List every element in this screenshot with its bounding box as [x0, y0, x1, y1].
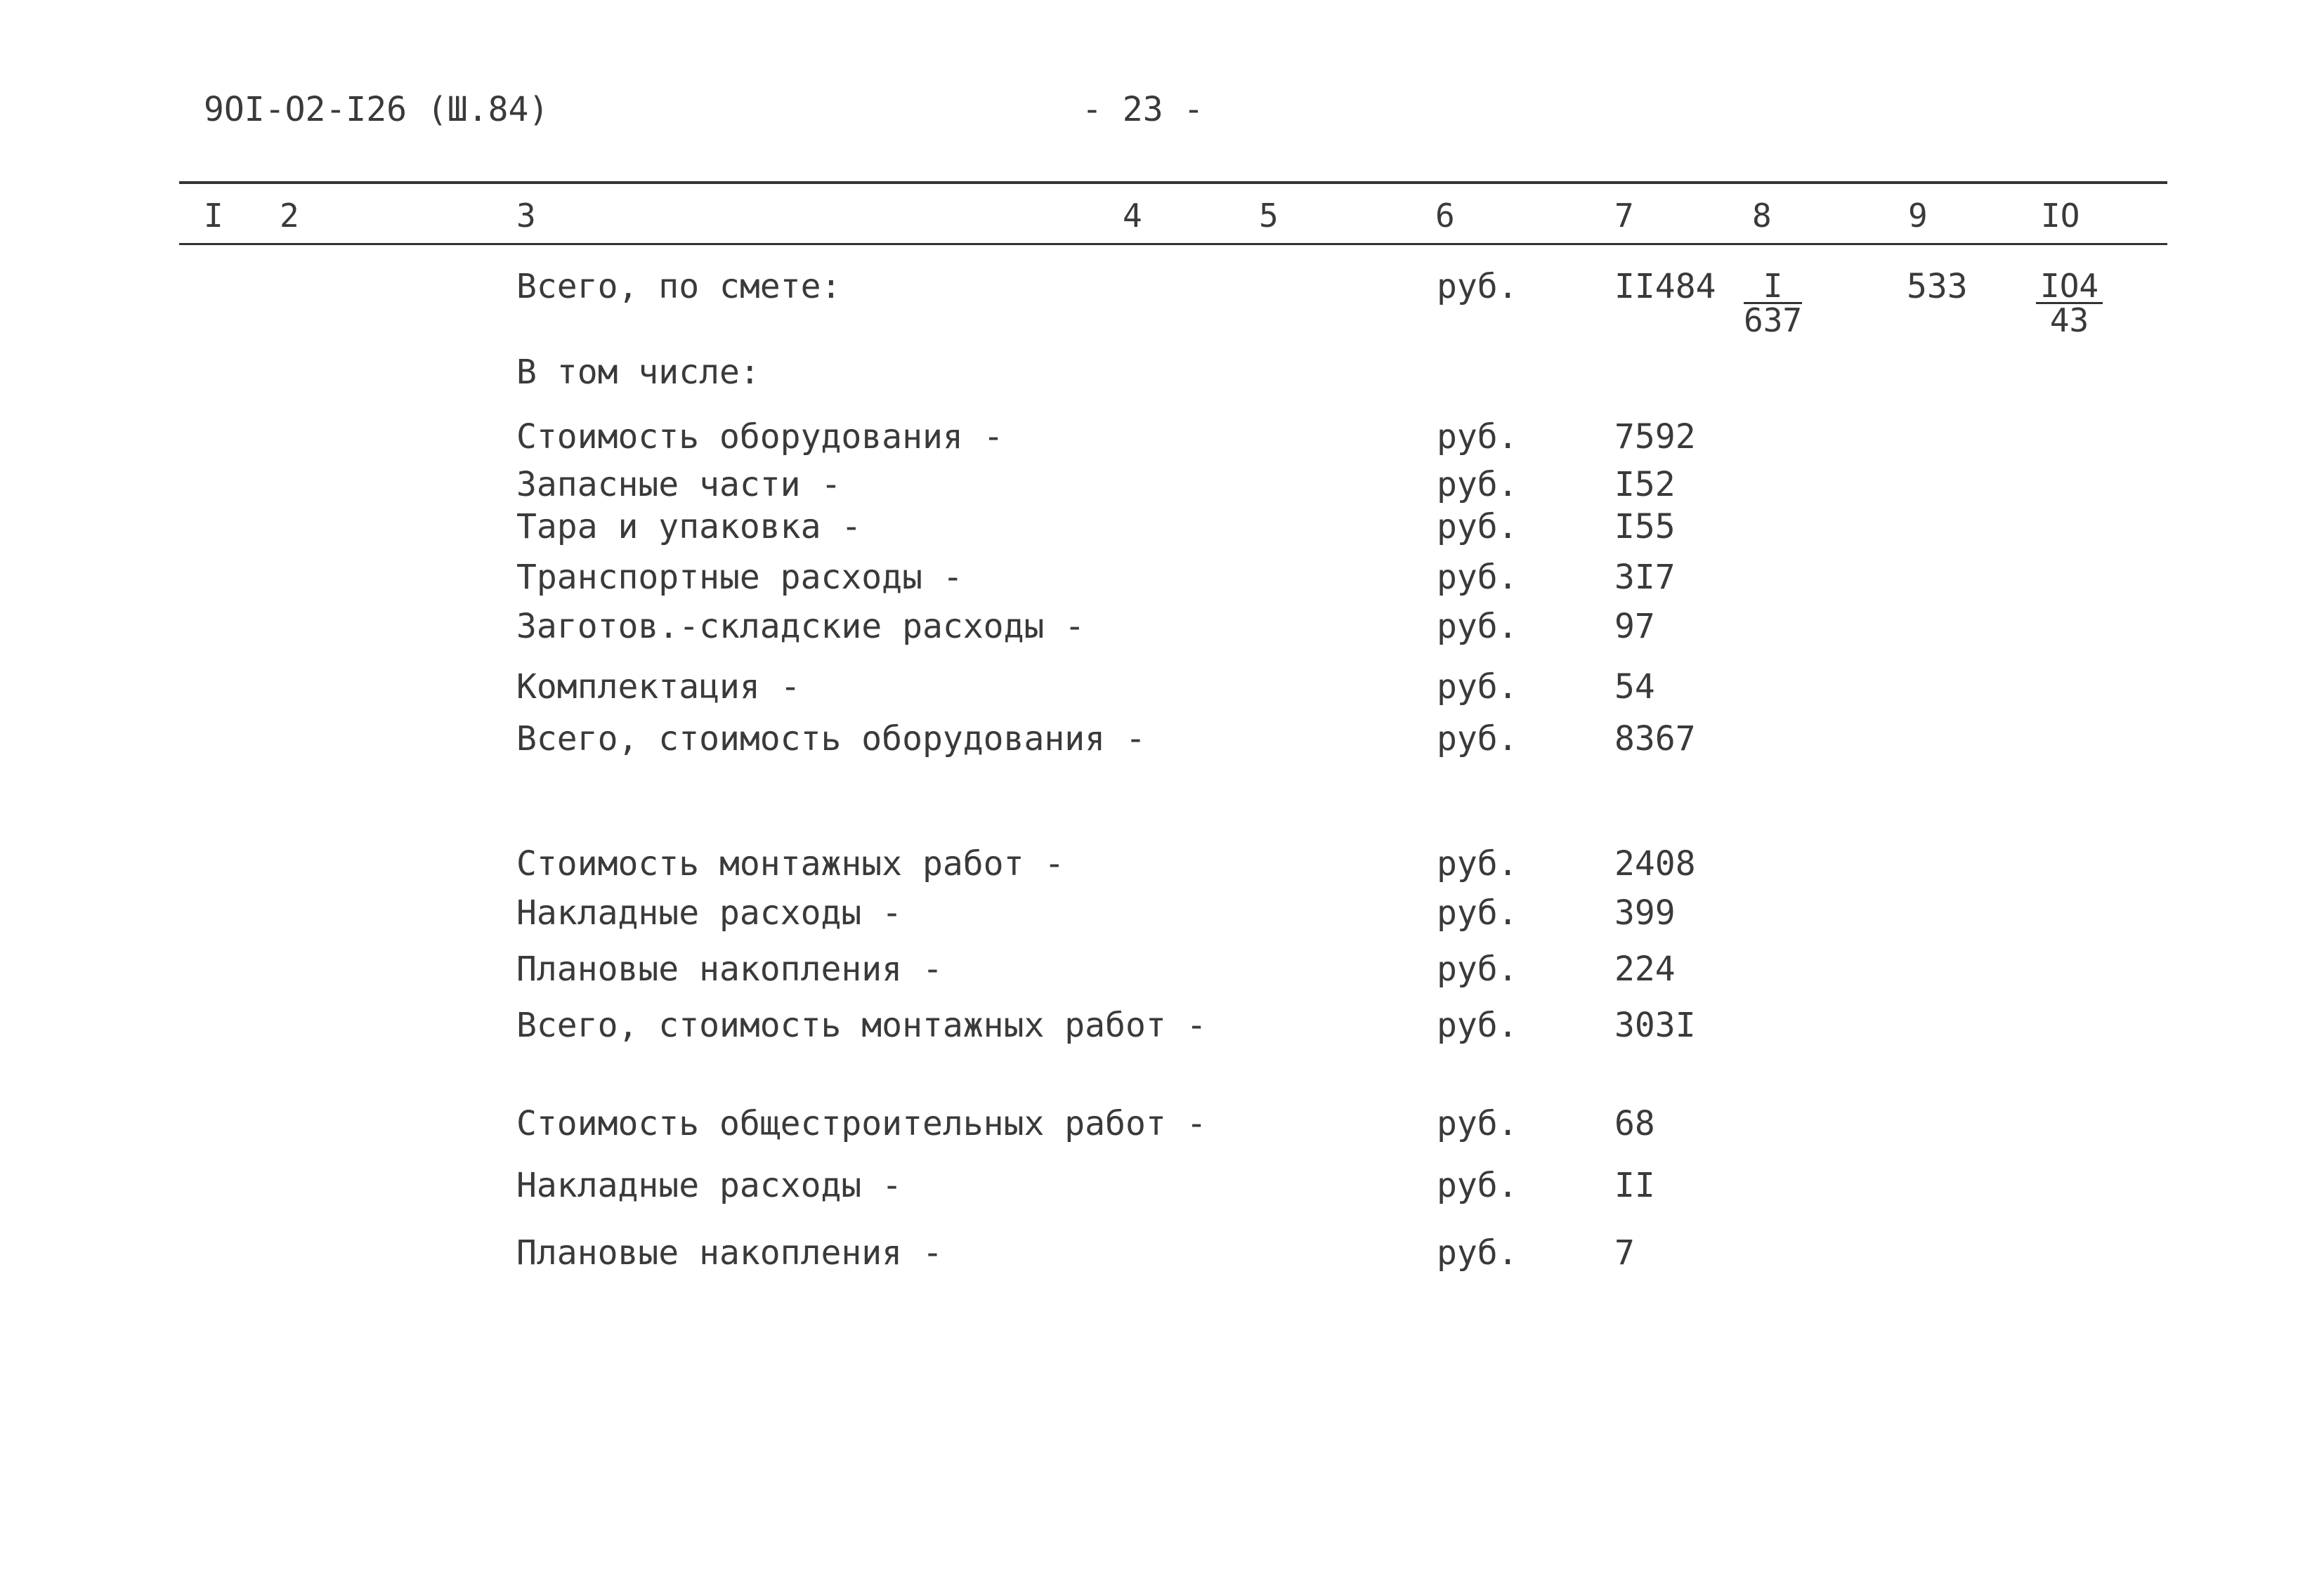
total-col8-denominator: 637 — [1744, 301, 1803, 339]
row-value: 8367 — [1614, 719, 1696, 759]
row-value: 2408 — [1614, 844, 1696, 884]
row-label: Заготов.-складские расходы - — [516, 607, 1085, 646]
total-unit: руб. — [1437, 267, 1518, 306]
row-label: Тара и упаковка - — [516, 507, 862, 546]
row-label: Плановые накопления - — [516, 950, 943, 989]
total-col10-fraction — [2036, 267, 2103, 339]
row-value: 3I7 — [1614, 558, 1676, 597]
row-value: I55 — [1614, 507, 1676, 546]
row-label: Стоимость монтажных работ - — [516, 844, 1065, 884]
row-value: 7 — [1614, 1233, 1635, 1273]
row-unit: руб. — [1437, 558, 1518, 597]
row-value: 97 — [1614, 607, 1655, 646]
row-value: II — [1614, 1166, 1655, 1205]
row-label: Всего, стоимость монтажных работ - — [516, 1006, 1207, 1045]
column-header-5: 5 — [1259, 197, 1279, 235]
total-col7: II484 — [1614, 267, 1716, 306]
total-col10-denominator: 43 — [2049, 301, 2089, 339]
row-unit: руб. — [1437, 1233, 1518, 1273]
row-label: Стоимость общестроительных работ - — [516, 1104, 1207, 1143]
row-label: Плановые накопления - — [516, 1233, 943, 1273]
row-label: Всего, стоимость оборудования - — [516, 719, 1146, 759]
column-header-2: 2 — [280, 197, 299, 235]
column-header-1: I — [204, 197, 223, 235]
column-header-8: 8 — [1752, 197, 1772, 235]
table-rule-bottom — [179, 243, 2167, 245]
row-value: 54 — [1614, 667, 1655, 707]
row-unit: руб. — [1437, 1104, 1518, 1143]
total-col10-numerator: IO4 — [2036, 270, 2103, 304]
column-header-9: 9 — [1908, 197, 1928, 235]
row-value: 224 — [1614, 950, 1676, 989]
row-unit: руб. — [1437, 465, 1518, 504]
row-unit: руб. — [1437, 507, 1518, 546]
document-code: 9OI-O2-I26 (Ш.84) — [204, 90, 549, 129]
row-label: Комплектация - — [516, 667, 801, 707]
row-value: 7592 — [1614, 417, 1696, 457]
row-unit: руб. — [1437, 667, 1518, 707]
total-col8-fraction — [1744, 267, 1803, 339]
column-header-7: 7 — [1614, 197, 1634, 235]
row-unit: руб. — [1437, 1006, 1518, 1045]
total-label: Всего, по смете: — [516, 267, 842, 306]
row-unit: руб. — [1437, 417, 1518, 457]
row-label: Стоимость оборудования - — [516, 417, 1004, 457]
including-label: В том числе: — [516, 353, 760, 392]
row-value: I52 — [1614, 465, 1676, 504]
row-unit: руб. — [1437, 950, 1518, 989]
column-header-4: 4 — [1123, 197, 1142, 235]
row-value: 303I — [1614, 1006, 1696, 1045]
column-header-3: 3 — [516, 197, 536, 235]
row-label: Запасные части - — [516, 465, 842, 504]
page-number: - 23 - — [1082, 90, 1204, 129]
row-label: Транспортные расходы - — [516, 558, 963, 597]
row-label: Накладные расходы - — [516, 1166, 903, 1205]
total-col9: 533 — [1907, 267, 1968, 306]
row-unit: руб. — [1437, 1166, 1518, 1205]
row-unit: руб. — [1437, 719, 1518, 759]
row-unit: руб. — [1437, 893, 1518, 933]
table-rule-top — [179, 181, 2167, 184]
row-unit: руб. — [1437, 607, 1518, 646]
row-value: 399 — [1614, 893, 1676, 933]
row-label: Накладные расходы - — [516, 893, 903, 933]
column-header-6: 6 — [1435, 197, 1455, 235]
total-col8-numerator: I — [1744, 270, 1802, 304]
row-unit: руб. — [1437, 844, 1518, 884]
row-value: 68 — [1614, 1104, 1655, 1143]
column-header-10: IO — [2041, 197, 2080, 235]
